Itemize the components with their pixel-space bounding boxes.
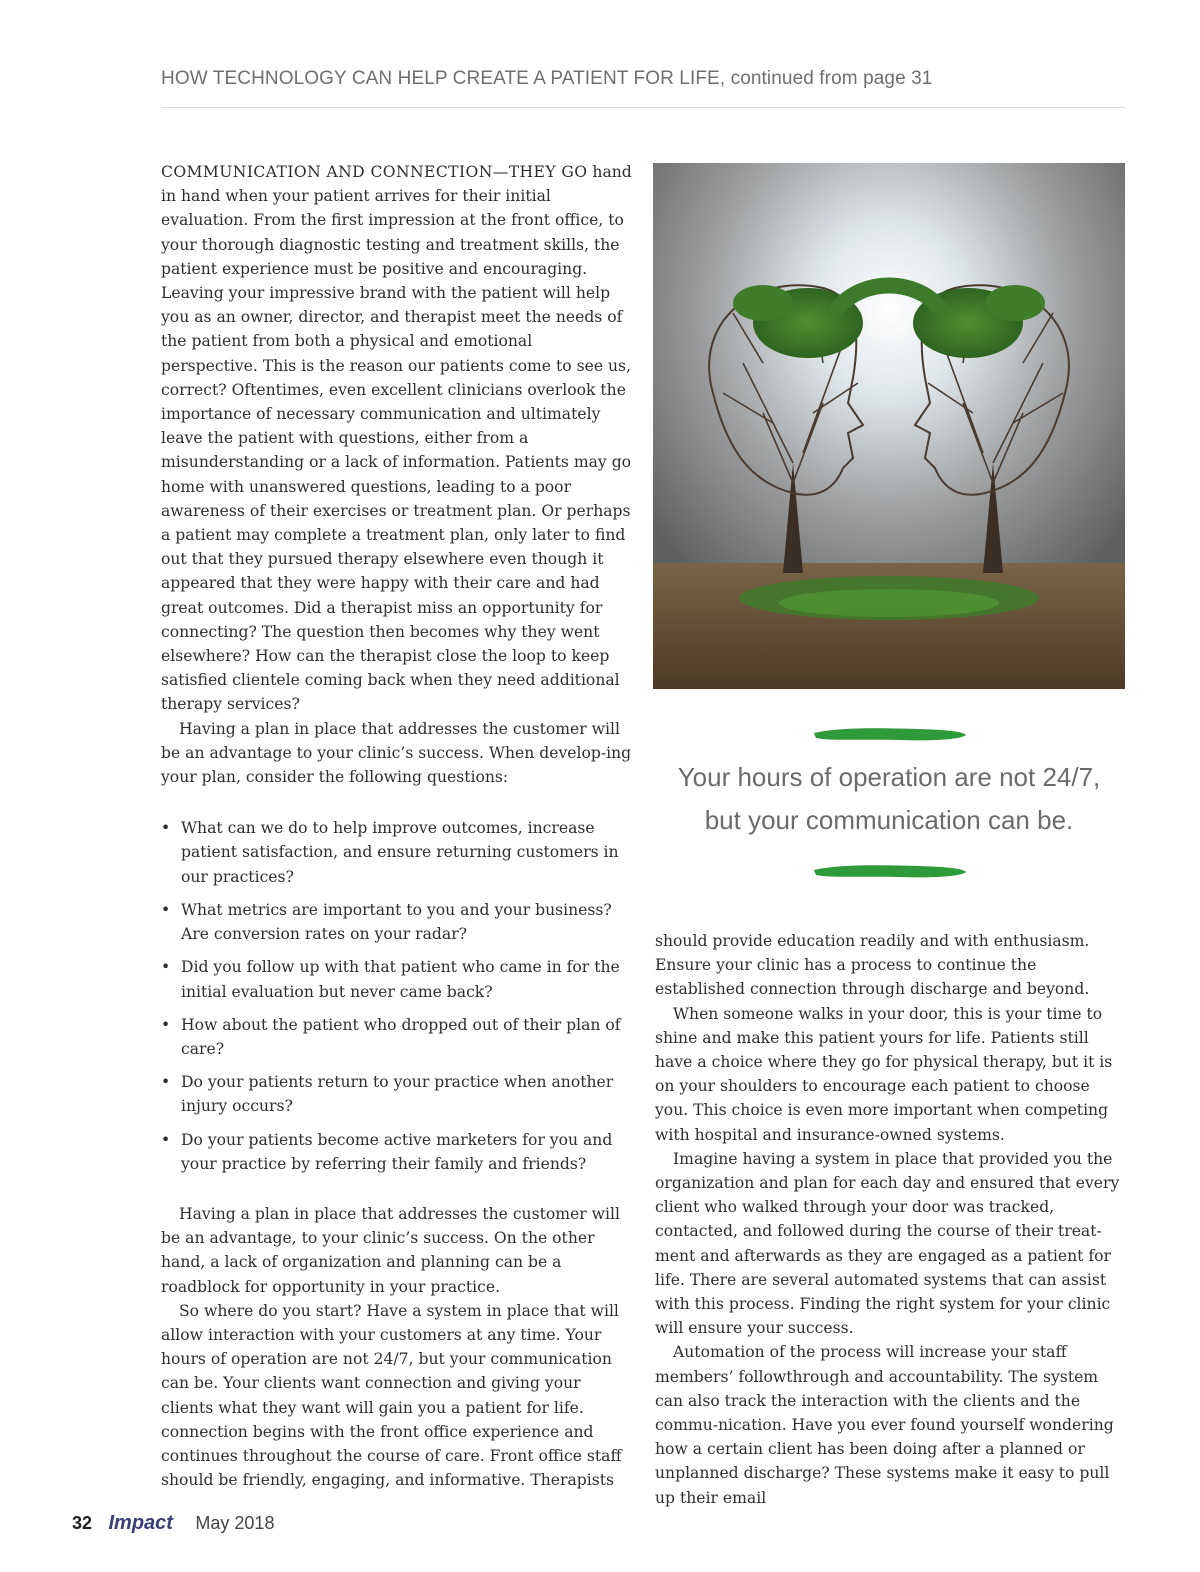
list-item-text: How about the patient who dropped out of their plan of care? bbox=[181, 1015, 621, 1058]
right-column bbox=[655, 929, 1127, 1510]
green-brush-stroke bbox=[810, 860, 970, 882]
continuation-note: continued from page 31 bbox=[730, 68, 933, 89]
list-item-text: Do your patients become active marketers for you and your practice by referring their family and friends? bbox=[181, 1130, 613, 1173]
running-title: HOW TECHNOLOGY CAN HELP CREATE A PATIENT FOR LIFE, bbox=[161, 68, 726, 89]
pull-quote-line: but your communication can be. bbox=[704, 805, 1074, 835]
page-footer bbox=[72, 1512, 274, 1535]
body-paragraph: Imagine having a system in place that provided you the organization and plan for each day and ensured that every client who walked through your door was tracked, contacted, and followed during the course of their treat-ment and afterwards as they are engaged as a patient for life. There are several automated systems that can assist with this process. Finding the right system for your clinic will ensure your success. bbox=[655, 1149, 1120, 1338]
bullet-icon: • bbox=[161, 819, 171, 838]
question-list bbox=[161, 816, 633, 1176]
list-item bbox=[161, 1070, 633, 1118]
body-paragraph: Automation of the process will increase your staff members’ followthrough and accountability. The system can also track the interaction with the clients and the commu-nication. Have you ever found yourself wondering how a certain client has been doing after a planned or unplanned discharge? These systems make it easy to pull up their email bbox=[655, 1343, 1114, 1507]
green-brush-stroke bbox=[810, 723, 970, 745]
brush-shape bbox=[814, 865, 966, 877]
bullet-icon: • bbox=[161, 900, 171, 919]
bullet-icon: • bbox=[161, 958, 171, 977]
list-item-text: Do your patients return to your practice when another injury occurs? bbox=[181, 1073, 614, 1116]
brush-shape bbox=[814, 728, 966, 740]
list-item-text: Did you follow up with that patient who came in for the initial evaluation but never came back? bbox=[181, 958, 620, 1001]
list-item bbox=[161, 955, 633, 1003]
bullet-icon: • bbox=[161, 1015, 171, 1034]
body-paragraph: should provide education readily and with enthusiasm. Ensure your clinic has a process to continue the established connection through discharge and beyond. bbox=[655, 932, 1090, 999]
body-paragraph: Having a plan in place that addresses the customer will be an advantage, to your clinic’s success. On the other hand, a lack of organization and planning can be a roadblock for opportunity in your practice. bbox=[161, 1204, 620, 1296]
body-paragraph: Having a plan in place that addresses the customer will be an advantage to your clinic’s success. When develop-ing your plan, consider the following questions: bbox=[161, 719, 632, 787]
header-rule bbox=[161, 107, 1125, 108]
running-header bbox=[161, 68, 1125, 90]
page-number: 32 bbox=[72, 1513, 93, 1533]
list-item bbox=[161, 898, 633, 946]
bullet-icon: • bbox=[161, 1073, 171, 1092]
list-item bbox=[161, 816, 633, 889]
left-column bbox=[161, 160, 633, 1492]
list-item-text: What can we do to help improve outcomes, increase patient satisfaction, and ensure returning customers in our practices? bbox=[181, 819, 619, 886]
opening-caps: COMMUNICATION AND CONNECTION—THEY GO bbox=[161, 163, 588, 181]
body-paragraph: So where do you start? Have a system in place that will allow interaction with your customers at any time. Your hours of operation are not 24/7, but your communication can be. Your clients want connection and giving your clients what they want will gain you a patient for life. connection begins with the front office experience and continues throughout the course of care. Front office staff should be friendly, engaging, and informative. Therapists bbox=[161, 1301, 622, 1490]
list-item-text: What metrics are important to you and your business? Are conversion rates on your radar? bbox=[181, 900, 612, 944]
body-paragraph: When someone walks in your door, this is your time to shine and make this patient yours for life. Patients still have a choice where they go for physical therapy, but it is on your shoulders to encourage each patient to choose you. This choice is even more important when competing with hospital and insurance-owned systems. bbox=[655, 1004, 1113, 1144]
issue-date: May 2018 bbox=[195, 1513, 275, 1533]
two-tree-heads-photo bbox=[653, 163, 1125, 689]
magazine-logo: Impact bbox=[108, 1512, 173, 1534]
pull-quote-line: Your hours of operation are not 24/7, bbox=[677, 762, 1101, 792]
tree-illustration bbox=[653, 163, 1125, 689]
opening-paragraph bbox=[161, 160, 633, 717]
list-item bbox=[161, 1128, 633, 1176]
bullet-icon: • bbox=[161, 1130, 171, 1149]
pull-quote bbox=[653, 756, 1125, 842]
opening-text: hand in hand when your patient arrives for their initial evaluation. From the first impression at the front office, to your thorough diagnostic testing and treatment skills, the patient experience must be positive and encouraging. Leaving your impressive brand with the patient will help you as an owner, director, and therapist meet the needs of the patient from both a physical and emotional perspective. This is the reason our patients come to see us, correct? Oftentimes, even excellent clinicians overlook the importance of necessary communication and ultimately leave the patient with questions, either from a misunderstanding or a lack of information. Patients may go home with unanswered questions, leading to a poor awareness of their exercises or treatment plan. Or perhaps a patient may complete a treatment plan, only later to find out that they pursued therapy elsewhere even though it appeared that they were happy with their care and had great outcomes. Did a therapist miss an opportunity for connecting? The question then becomes why they went elsewhere? How can the therapist close the loop to keep satisfied clientele coming back when they need additional therapy services? bbox=[161, 163, 632, 714]
list-item bbox=[161, 1013, 633, 1061]
